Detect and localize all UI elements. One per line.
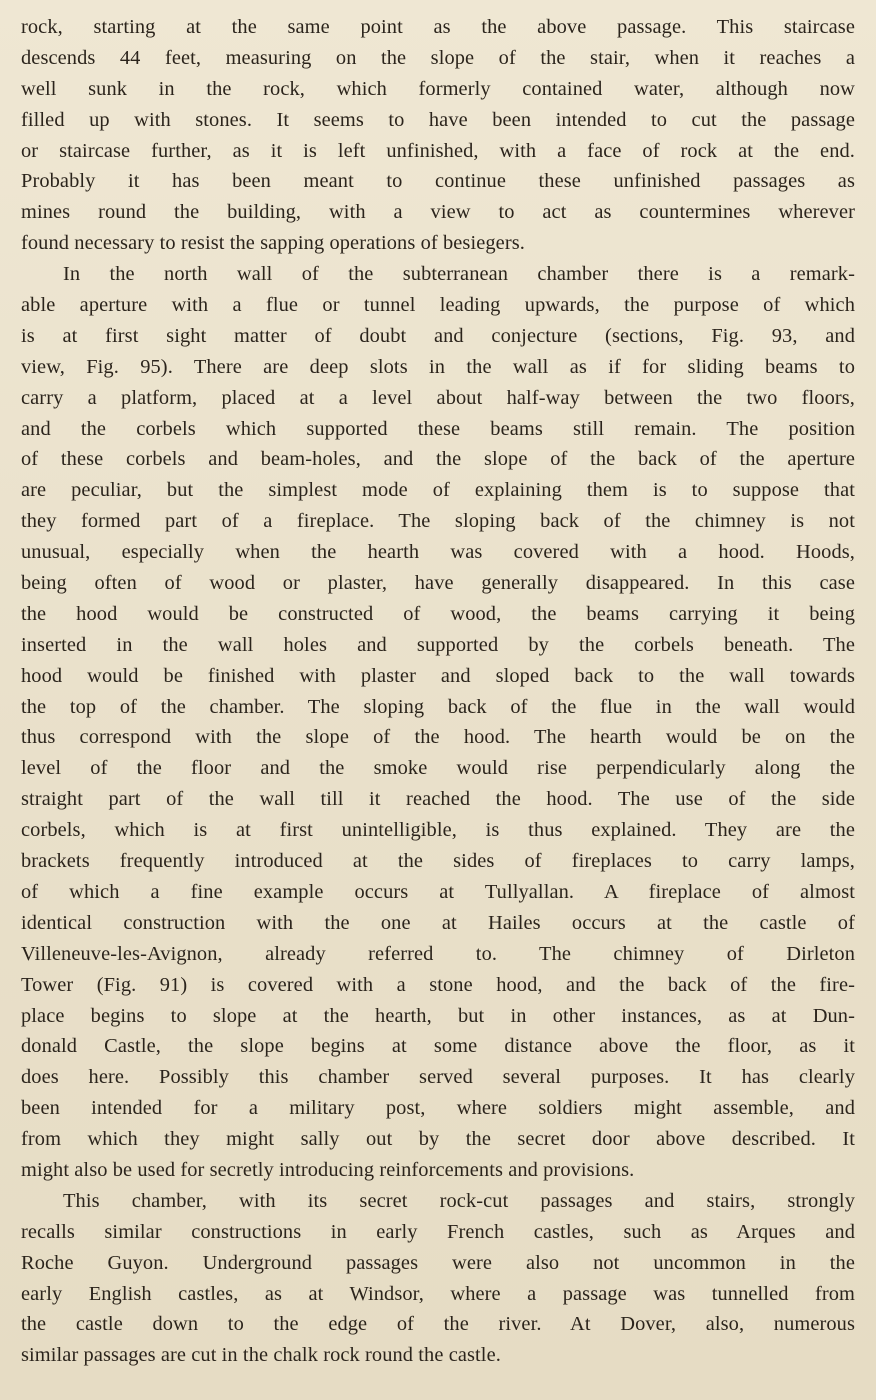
text-line: Villeneuve-les-Avignon, already referred to. The chimney of Dirleton [21,942,855,965]
text-line: or staircase further, as it is left unfinished, with a face of rock at the end. [21,139,855,162]
paragraph-north-wall-aperture [21,259,855,1186]
text-line: able aperture with a flue or tunnel leading upwards, the purpose of which [21,294,855,317]
text-line: found necessary to resist the sapping operations of besiegers. [21,232,525,255]
text-line: view, Fig. 95). There are deep slots in the wall as if for sliding beams to [21,355,855,378]
paragraph-staircase [21,12,855,259]
text-line: been intended for a military post, where soldiers might assemble, and [21,1097,855,1120]
paragraph-chamber-comparison [21,1186,855,1371]
text-line: well sunk in the rock, which formerly contained water, although now [21,77,855,100]
text-line: being often of wood or plaster, have generally disappeared. In this case [21,572,855,595]
text-line: thus correspond with the slope of the hood. The hearth would be on the [21,726,855,749]
text-line: level of the floor and the smoke would rise perpendicularly along the [21,757,855,780]
text-line: donald Castle, the slope begins at some distance above the floor, as it [21,1035,855,1058]
text-line: corbels, which is at first unintelligible, is thus explained. They are the [21,819,855,842]
text-line: filled up with stones. It seems to have been intended to cut the passage [21,108,855,131]
text-line: In the north wall of the subterranean chamber there is a remark- [63,263,855,286]
text-line: early English castles, as at Windsor, where a passage was tunnelled from [21,1282,855,1305]
text-line: Probably it has been meant to continue these unfinished passages as [21,170,855,193]
text-line: similar passages are cut in the chalk rock round the castle. [21,1344,501,1367]
text-line: carry a platform, placed at a level about half-way between the two floors, [21,386,855,409]
text-line: is at first sight matter of doubt and conjecture (sections, Fig. 93, and [21,324,855,347]
text-line: might also be used for secretly introducing reinforcements and provisions. [21,1158,635,1181]
text-line: and the corbels which supported these beams still remain. The position [21,417,855,440]
text-line: does here. Possibly this chamber served several purposes. It has clearly [21,1066,855,1089]
text-line: are peculiar, but the simplest mode of explaining them is to suppose that [21,479,855,502]
text-line: the hood would be constructed of wood, the beams carrying it being [21,602,855,625]
text-line: identical construction with the one at Hailes occurs at the castle of [21,911,855,934]
text-line: unusual, especially when the hearth was covered with a hood. Hoods, [21,541,855,564]
text-line: Roche Guyon. Underground passages were also not uncommon in the [21,1251,855,1274]
text-line: brackets frequently introduced at the sides of fireplaces to carry lamps, [21,850,855,873]
text-line: hood would be finished with plaster and sloped back to the wall towards [21,664,855,687]
text-line: place begins to slope at the hearth, but in other instances, as at Dun- [21,1004,855,1027]
text-line: the castle down to the edge of the river. At Dover, also, numerous [21,1313,855,1336]
text-line: rock, starting at the same point as the above passage. This staircase [21,16,855,38]
text-line: This chamber, with its secret rock-cut passages and stairs, strongly [63,1189,855,1212]
text-line: descends 44 feet, measuring on the slope of the stair, when it reaches a [21,46,855,69]
text-line: of which a fine example occurs at Tullyallan. A fireplace of almost [21,880,855,903]
text-line: Tower (Fig. 91) is covered with a stone hood, and the back of the fire- [21,973,855,996]
text-line: from which they might sally out by the secret door above described. It [21,1128,855,1151]
text-line: recalls similar constructions in early French castles, such as Arques and [21,1220,855,1243]
text-line: straight part of the wall till it reached the hood. The use of the side [21,788,855,811]
text-line: inserted in the wall holes and supported by the corbels beneath. The [21,633,855,656]
text-line: mines round the building, with a view to act as countermines wherever [21,201,855,224]
text-line: they formed part of a fireplace. The sloping back of the chimney is not [21,510,855,533]
text-line: of these corbels and beam-holes, and the slope of the back of the aperture [21,448,855,471]
text-line: the top of the chamber. The sloping back of the flue in the wall would [21,695,855,718]
